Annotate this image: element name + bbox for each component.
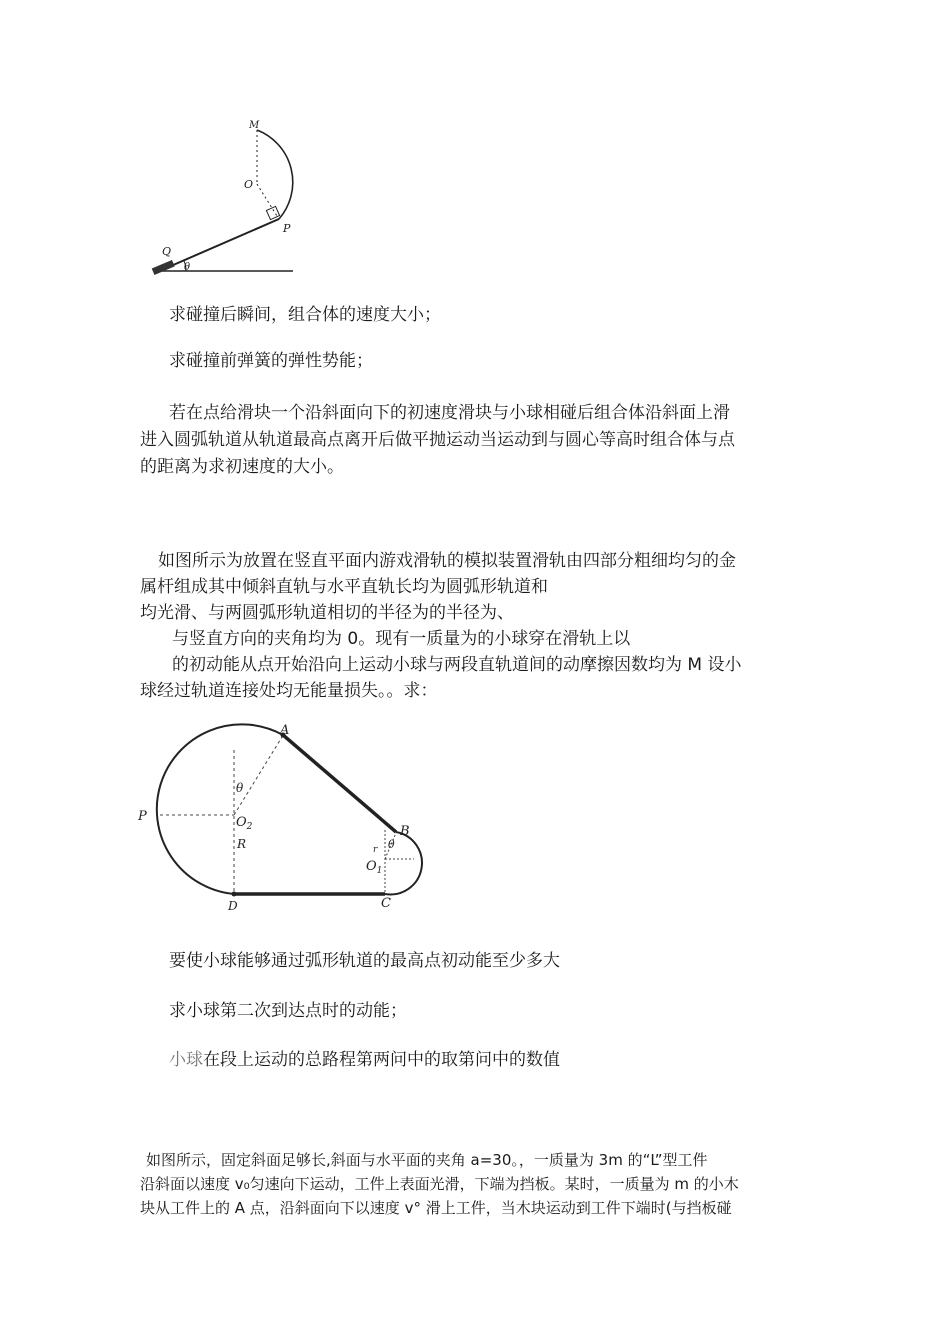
incline-track: [164, 219, 279, 269]
question-2-2: 求小球第二次到达点时的动能；: [169, 1001, 407, 1021]
label-r: R: [237, 837, 247, 851]
problem-2-line-4: 与竖直方向的夹角均为 0。现有一质量为的小球穿在滑轨上以: [172, 629, 631, 649]
problem-3-line-2: 沿斜面以速度 v₀匀速向下运动，工件上表面光滑，下端为挡板。某时，一质量为 m 的小木: [140, 1175, 739, 1193]
label-p: P: [138, 809, 147, 824]
label-c: C: [381, 896, 391, 910]
label-o1: $O_1$: [366, 859, 383, 876]
problem-3-line-1: 如图所示，固定斜面足够长,斜面与水平面的夹角 a=30。，一质量为 3m 的“L”型工件: [146, 1151, 708, 1169]
question-2-3-prefix: 小球: [169, 1050, 203, 1070]
label-m: M: [249, 120, 260, 131]
label-theta-right: θ: [388, 838, 395, 851]
arc-track: [257, 130, 293, 219]
incline-track-ab: [283, 735, 396, 832]
question-2: 求碰撞前弹簧的弹性势能；: [169, 351, 373, 371]
label-q: Q: [162, 245, 172, 258]
question-2-3: [169, 1049, 560, 1071]
dashed-o2-a: [234, 737, 282, 815]
question-2-3-rest: 在段上运动的总路程第两问中的取第问中的数值: [203, 1050, 560, 1070]
question-3-line-1: 若在点给滑块一个沿斜面向下的初速度滑块与小球相碰后组合体沿斜面上滑: [169, 403, 730, 423]
figure-incline-arc: [140, 112, 310, 284]
problem-2-line-1: 如图所示为放置在竖直平面内游戏滑轨的模拟装置滑轨由四部分粗细均匀的金: [158, 551, 736, 571]
figure-slide-track-svg: [130, 722, 430, 910]
large-arc-track: [157, 724, 283, 894]
problem-2-line-6: 球经过轨道连接处均无能量损失。。求：: [140, 681, 438, 701]
label-theta-top: θ: [236, 781, 244, 795]
label-b: B: [400, 824, 410, 839]
label-theta: θ: [184, 262, 191, 273]
question-2-1: 要使小球能够通过弧形轨道的最高点初动能至少多大: [169, 951, 560, 971]
label-r-small: r: [373, 845, 378, 855]
figure-incline-arc-svg: [140, 112, 310, 284]
problem-3-line-3: 块从工件上的 A 点，沿斜面向下以速度 v° 滑上工件，当木块运动到工件下端时(与挡板碰: [140, 1199, 732, 1217]
problem-2-line-5: 的初动能从点开始沿向上运动小球与两段直轨道间的动摩擦因数均为 M 设小: [172, 655, 742, 675]
question-3-line-2: 进入圆弧轨道从轨道最高点离开后做平抛运动当运动到与圆心等高时组合体与点: [140, 430, 735, 450]
right-angle-mark: [266, 206, 279, 219]
question-1: 求碰撞后瞬间，组合体的速度大小；: [169, 305, 441, 325]
question-3-line-3: 的距离为求初速度的大小。: [140, 457, 344, 477]
problem-2-line-2: 属杆组成其中倾斜直轨与水平直轨长均为圆弧形轨道和: [140, 577, 548, 597]
label-a: A: [280, 723, 290, 738]
point-d: [232, 892, 237, 897]
label-d: D: [228, 899, 238, 910]
figure-slide-track: [130, 722, 430, 910]
label-o2: $O_2$: [236, 815, 253, 832]
problem-2-line-3: 均光滑、与两圆弧形轨道相切的半径为的半径为、: [140, 603, 514, 623]
label-p: P: [283, 222, 291, 235]
label-o: O: [244, 178, 254, 191]
spring-block: [152, 260, 175, 275]
